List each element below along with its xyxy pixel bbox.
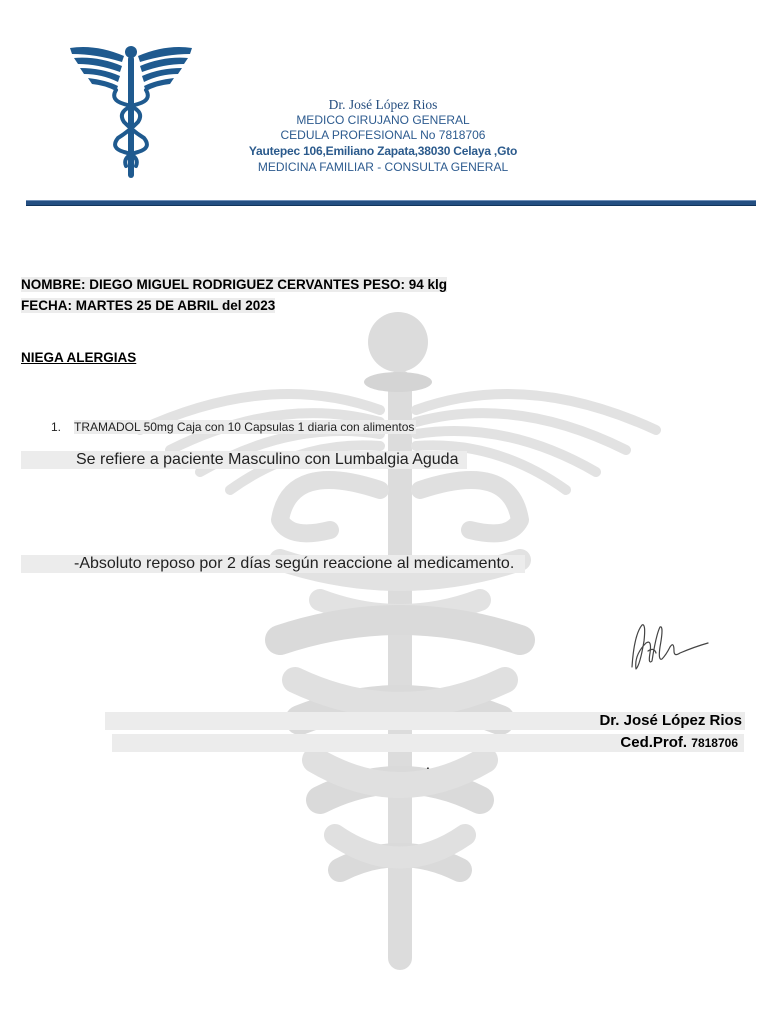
ced-label: Ced.Prof. [620,734,688,751]
doctor-name-header: Dr. José López Rios [328,97,438,112]
patient-line-text: NOMBRE: DIEGO MIGUEL RODRIGUEZ CERVANTES PESO: 94 klg [21,277,448,292]
allergies-heading: NIEGA ALERGIAS [21,350,137,365]
doctor-title: MEDICO CIRUJANO GENERAL [296,113,470,127]
diagnosis-note: Se refiere a paciente Masculino con Lumbalgia Aguda [76,451,459,468]
signature-cedula [620,734,738,751]
caduceus-watermark-icon [130,300,670,990]
trailing-dot: . [426,756,430,772]
caduceus-icon [66,42,196,182]
rest-instruction: -Absoluto reposo por 2 días según reaccione al medicamento. [74,555,515,572]
signature-doctor-name: Dr. José López Rios [599,712,742,729]
rx-item-number: 1. [51,420,62,434]
rx-item [74,420,416,434]
ced-number: 7818706 [691,736,738,750]
rx-item-text: TRAMADOL 50mg Caja con 10 Capsulas 1 diaria con alimentos [74,420,415,434]
specialty: MEDICINA FAMILIAR - CONSULTA GENERAL [257,160,509,174]
patient-line [21,277,447,292]
address: Yautepec 106,Emiliano Zapata,38030 Celaya ,Gto [248,144,518,158]
date-line [21,298,275,313]
header-divider [26,200,756,206]
date-line-text: FECHA: MARTES 25 DE ABRIL del 2023 [21,298,276,313]
handwritten-signature [590,595,750,700]
cedula-header: CEDULA PROFESIONAL No 7818706 [280,128,486,142]
